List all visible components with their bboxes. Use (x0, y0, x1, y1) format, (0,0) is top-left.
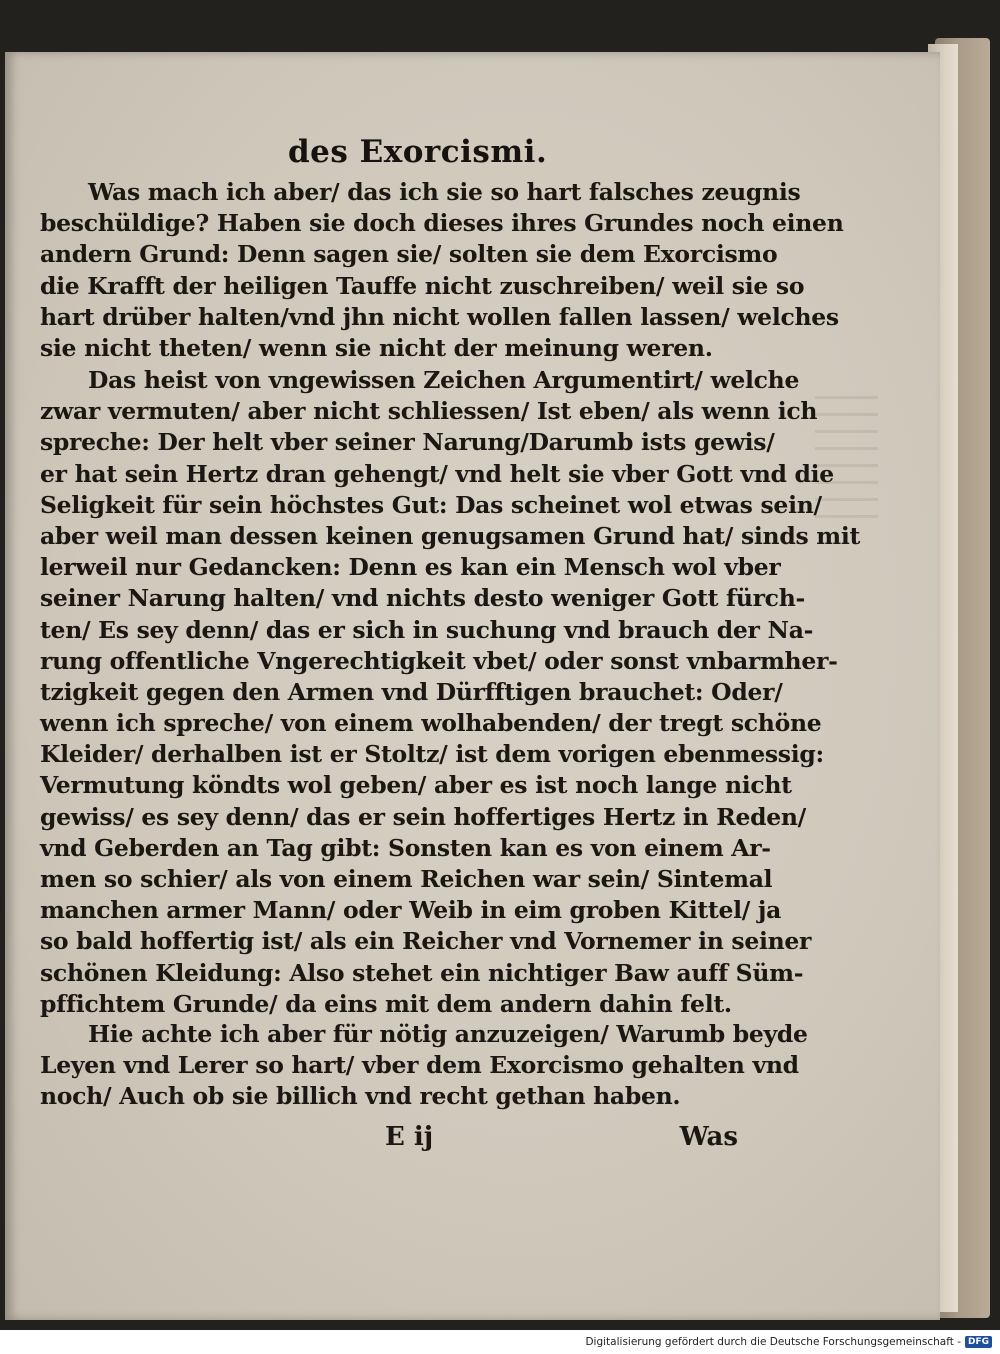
text-line: men so schier/ als von einem Reichen war sein/ Sintemal (40, 865, 773, 893)
text-line: andern Grund: Denn sagen sie/ solten sie dem Exorcismo (40, 240, 778, 269)
signature-mark: E ij (385, 1122, 434, 1152)
text-line: beschüldige? Haben sie doch dieses ihres Grundes noch einen (40, 209, 844, 238)
text-line: er hat sein Hertz dran gehengt/ vnd helt sie vber Gott vnd die (40, 459, 834, 488)
text-line: so bald hoffertig ist/ als ein Reicher vnd Vornemer in seiner (40, 927, 812, 956)
text-line: seiner Narung halten/ vnd nichts desto weniger Gott fürch- (40, 584, 805, 613)
paragraph-1 (40, 177, 844, 364)
text-line: rung offentliche Vngerechtigkeit vbet/ oder sonst vnbarmher- (40, 646, 838, 675)
text-line: wenn ich spreche/ von einem wolhabenden/ der tregt schöne (40, 709, 822, 738)
text-line: ten/ Es sey denn/ das er sich in suchung vnd brauch der Na- (40, 615, 814, 644)
text-line: sie nicht theten/ wenn sie nicht der meinung weren. (40, 333, 713, 362)
text-line: Vermutung köndts wol geben/ aber es ist noch lange nicht (40, 771, 792, 800)
book-page (5, 52, 940, 1320)
text-line: vnd Geberden an Tag gibt: Sonsten kan es von einem Ar- (40, 833, 771, 862)
text-line: Das heist von vngewissen Zeichen Argumentirt/ welche (88, 366, 800, 394)
paragraph-2 (40, 365, 861, 1020)
show-through-marks (815, 382, 905, 642)
dfg-logo: DFG (965, 1336, 992, 1348)
text-line: Seligkeit für sein höchstes Gut: Das scheinet wol etwas sein/ (40, 490, 822, 519)
text-line: spreche: Der helt vber seiner Narung/Darumb ists gewis/ (40, 428, 775, 457)
text-line: zwar vermuten/ aber nicht schliessen/ Ist eben/ als wenn ich (40, 397, 818, 426)
text-line: manchen armer Mann/ oder Weib in eim groben Kittel/ ja (40, 896, 782, 925)
credit-text: Digitalisierung gefördert durch die Deutsche Forschungsgemeinschaft - (585, 1336, 961, 1348)
catchword: Was (679, 1122, 738, 1152)
page-footer (40, 1122, 740, 1162)
text-line: aber weil man dessen keinen genugsamen Grund hat/ sinds mit (40, 521, 861, 550)
text-line: schönen Kleidung: Also stehet ein nichtiger Baw auff Süm- (40, 958, 804, 987)
text-line: hart drüber halten/vnd jhn nicht wollen fallen lassen/ welches (40, 302, 839, 331)
text-line: die Krafft der heiligen Tauffe nicht zuschreiben/ weil sie so (40, 271, 805, 300)
text-line: Kleider/ derhalben ist er Stoltz/ ist dem vorigen ebenmessig: (40, 740, 824, 769)
text-line: pffichtem Grunde/ da eins mit dem andern dahin felt. (40, 989, 732, 1018)
text-line: Was mach ich aber/ das ich sie so hart falsches zeugnis (88, 178, 801, 206)
text-line: lerweil nur Gedancken: Denn es kan ein Mensch wol vber (40, 553, 781, 582)
text-line: Leyen vnd Lerer so hart/ vber dem Exorcismo gehalten vnd (40, 1051, 799, 1080)
paragraph-3 (40, 1019, 808, 1113)
text-line: Hie achte ich aber für nötig anzuzeigen/ Warumb beyde (88, 1020, 808, 1048)
text-line: gewiss/ es sey denn/ das er sein hoffertiges Hertz in Reden/ (40, 802, 806, 831)
text-line: tzigkeit gegen den Armen vnd Dürfftigen brauchet: Oder/ (40, 677, 783, 706)
running-head: des Exorcismi. (288, 134, 548, 170)
text-line: noch/ Auch ob sie billich vnd recht gethan haben. (40, 1082, 681, 1111)
digitization-credit (585, 1336, 992, 1348)
